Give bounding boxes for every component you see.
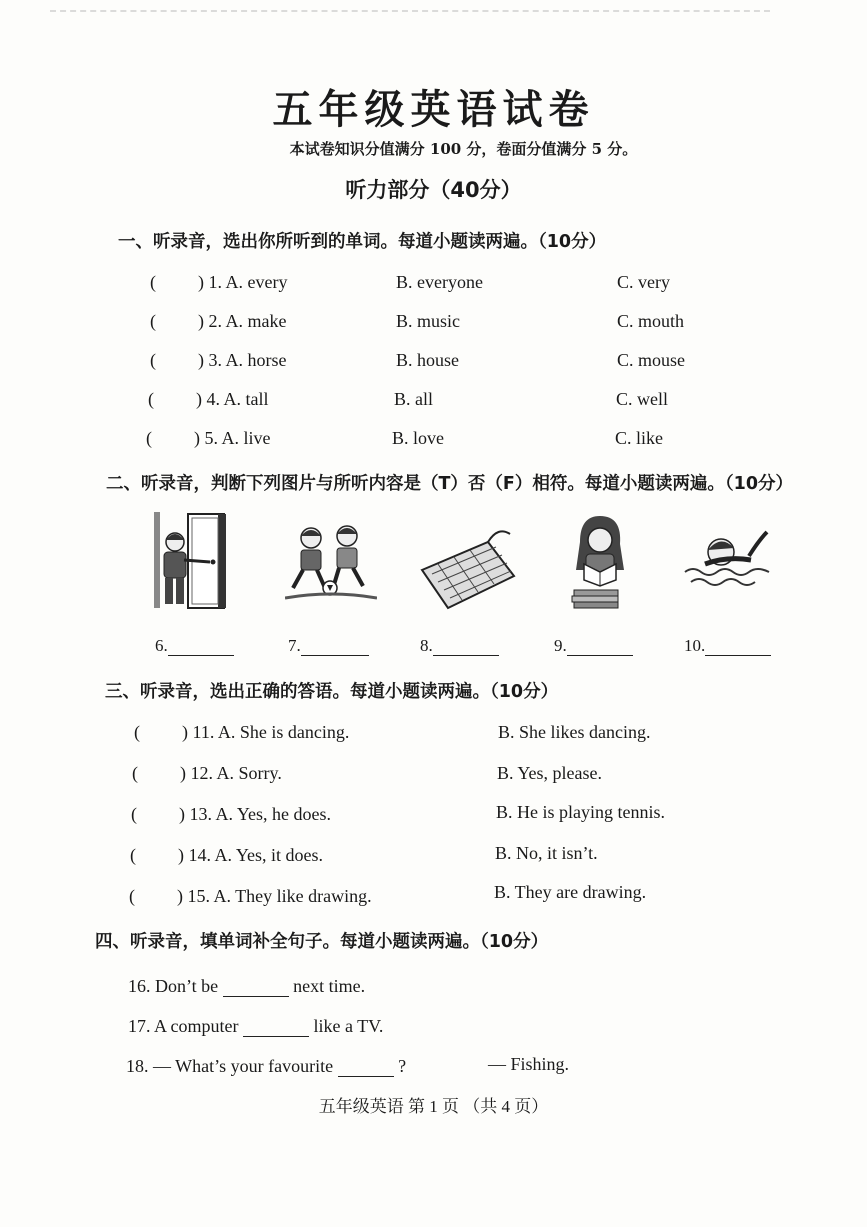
question-11 [134,722,349,743]
q13-option-b: B. He is playing tennis. [496,802,665,822]
question-2 [150,311,286,332]
question-14 [130,845,323,866]
q18-question-mark: ? [398,1056,407,1076]
q12-option-a: ) 12. A. Sorry. [180,763,282,783]
q11-option-b: B. She likes dancing. [498,722,651,742]
q14-option-a: ) 14. A. Yes, it does. [178,845,324,865]
q2-option-a: ) 2. A. make [198,311,287,331]
q5-option-a: ) 5. A. live [194,428,271,448]
section3-heading: 三、听录音，选出正确的答语。每道小题读两遍。（10分） [105,682,559,702]
boy-opening-door-picture [150,510,232,610]
boys-playing-football-picture [285,522,377,604]
question-18 [126,1056,406,1077]
q4-option-a: ) 4. A. tall [196,389,269,409]
question-3 [150,350,287,371]
answer-line[interactable] [567,641,633,656]
q4-option-c: C. well [616,389,668,409]
answer-line[interactable] [705,641,771,656]
answer-paren[interactable]: ( [132,763,138,783]
picture-6-answer[interactable] [155,636,234,656]
answer-paren[interactable]: ( [134,722,140,742]
label-10: 10. [684,636,706,655]
keyboard-picture [418,524,518,612]
label-9: 9. [554,636,567,655]
answer-paren[interactable]: ( [150,350,156,370]
q3-option-c: C. mouse [617,350,686,370]
picture-7-answer[interactable] [288,636,369,656]
answer-line[interactable] [168,641,234,656]
question-4 [148,389,269,410]
q16-text-start: 16. Don’t be [128,976,219,996]
section1-heading: 一、听录音，选出你所听到的单词。每道小题读两遍。（10分） [118,232,607,252]
answer-paren[interactable]: ( [146,428,152,448]
answer-paren[interactable]: ( [131,804,137,824]
q1-option-a: ) 1. A. every [198,272,288,292]
question-17 [128,1016,383,1037]
q3-option-b: B. house [396,350,459,370]
answer-paren[interactable]: ( [150,311,156,331]
answer-line[interactable] [433,641,499,656]
q16-text-end: next time. [293,976,366,996]
q3-option-a: ) 3. A. horse [198,350,287,370]
picture-10-answer[interactable] [684,636,771,656]
q15-option-b: B. They are drawing. [494,882,647,902]
label-6: 6. [155,636,168,655]
q5-option-b: B. love [392,428,444,448]
q18-text-start: 18. — What’s your favourite [126,1056,334,1076]
answer-paren[interactable]: ( [148,389,154,409]
section4-heading: 四、听录音，填单词补全句子。每道小题读两遍。（10分） [95,932,549,952]
q18-answer-text: — Fishing. [488,1054,570,1074]
q2-option-b: B. music [396,311,461,331]
answer-paren[interactable]: ( [150,272,156,292]
q11-option-a: ) 11. A. She is dancing. [182,722,350,742]
page-footer: 五年级英语 第 1 页 （共 4 页） [318,1097,549,1116]
q15-option-a: ) 15. A. They like drawing. [177,886,372,906]
boy-swimming-picture [683,526,771,592]
label-7: 7. [288,636,301,655]
question-1 [150,272,287,293]
q17-blank[interactable] [243,1022,309,1037]
torn-top-edge [50,0,770,12]
q2-option-c: C. mouth [617,311,685,331]
label-8: 8. [420,636,433,655]
picture-8-answer[interactable] [420,636,499,656]
exam-title: 五年级英语试卷 [272,86,595,133]
q13-option-a: ) 13. A. Yes, he does. [179,804,332,824]
question-13 [131,804,331,825]
exam-subtitle: 本试卷知识分值满分 100 分，卷面分值满分 5 分。 [289,140,638,158]
question-16 [128,976,365,997]
q1-option-c: C. very [617,272,670,292]
answer-paren[interactable]: ( [130,845,136,865]
q1-option-b: B. everyone [396,272,483,292]
q5-option-c: C. like [615,428,663,448]
q12-option-b: B. Yes, please. [497,763,603,783]
listening-part-title: 听力部分（40分） [345,178,522,202]
picture-9-answer[interactable] [554,636,633,656]
answer-paren[interactable]: ( [129,886,135,906]
q17-text-start: 17. A computer [128,1016,239,1036]
girl-reading-book-picture [566,514,634,614]
q18-blank[interactable] [338,1062,394,1077]
q16-blank[interactable] [223,982,289,997]
section2-heading: 二、听录音，判断下列图片与所听内容是（T）否（F）相符。每道小题读两遍。（10分） [106,474,793,494]
q14-option-b: B. No, it isn’t. [495,843,598,863]
q17-text-end: like a TV. [313,1016,384,1036]
answer-line[interactable] [301,641,369,656]
question-5 [146,428,271,449]
question-12 [132,763,282,784]
question-15 [129,886,372,907]
q4-option-b: B. all [394,389,433,409]
